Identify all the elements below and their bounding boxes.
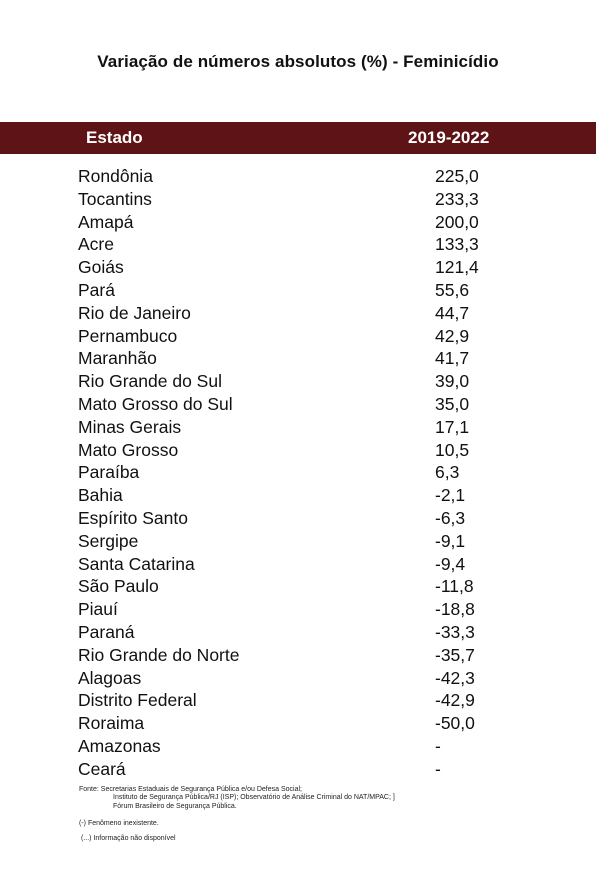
value-cell: -9,1: [435, 530, 466, 551]
state-cell: Paraíba: [78, 462, 140, 483]
value-cell: -: [435, 735, 441, 756]
table-header: [0, 122, 596, 154]
table-row: [0, 370, 596, 393]
value-cell: -2,1: [435, 485, 466, 506]
state-cell: Mato Grosso do Sul: [78, 393, 233, 414]
value-cell: 6,3: [435, 462, 460, 483]
table-row: [0, 325, 596, 348]
state-cell: Goiás: [78, 257, 124, 278]
value-cell: 133,3: [435, 234, 479, 255]
table-title: Variação de números absolutos (%) - Feminicídio: [97, 52, 499, 71]
state-cell: Bahia: [78, 485, 123, 506]
value-cell: 42,9: [435, 325, 470, 346]
value-cell: 44,7: [435, 302, 470, 323]
table-row: [0, 279, 596, 302]
table-row: [0, 256, 596, 279]
state-cell: Rio Grande do Sul: [78, 371, 222, 392]
state-cell: Mato Grosso: [78, 439, 179, 460]
source-line-3: Fórum Brasileiro de Segurança Pública.: [113, 802, 237, 810]
value-cell: -50,0: [435, 713, 475, 734]
value-cell: 17,1: [435, 416, 470, 437]
value-cell: -42,9: [435, 690, 475, 711]
value-cell: 41,7: [435, 348, 470, 369]
value-cell: -35,7: [435, 644, 475, 665]
table-body: [0, 165, 596, 781]
state-cell: Acre: [78, 234, 114, 255]
table-row: [0, 712, 596, 735]
state-cell: Minas Gerais: [78, 416, 182, 437]
table-row: [0, 575, 596, 598]
table-row: [0, 598, 596, 621]
table-row: [0, 621, 596, 644]
state-cell: São Paulo: [78, 576, 159, 597]
source-line-1: Fonte: Secretarias Estaduais de Segurança Pública e/ou Defesa Social;: [79, 786, 302, 793]
table-row: [0, 347, 596, 370]
column-header-state: Estado: [86, 128, 143, 147]
table-row: [0, 211, 596, 234]
value-cell: -33,3: [435, 621, 475, 642]
value-cell: -11,8: [435, 576, 474, 597]
table-row: [0, 165, 596, 188]
state-cell: Rio Grande do Norte: [78, 644, 240, 665]
footnotes: [79, 786, 559, 843]
source-line-2: Instituto de Segurança Pública/RJ (ISP); Observatório de Análise Criminal do NAT/MPAC; ]: [113, 794, 395, 802]
state-cell: Pará: [78, 279, 115, 300]
state-cell: Ceará: [78, 758, 126, 779]
value-cell: 200,0: [435, 211, 479, 232]
table-row: [0, 735, 596, 758]
state-cell: Rondônia: [78, 166, 153, 186]
table-row: [0, 689, 596, 712]
value-cell: 121,4: [435, 257, 479, 278]
table-row: [0, 507, 596, 530]
state-cell: Espírito Santo: [78, 507, 188, 528]
column-header-period: 2019-2022: [408, 128, 490, 147]
legend-unavailable: (...) Informação não disponível: [81, 834, 176, 842]
state-cell: Roraima: [78, 713, 145, 734]
state-cell: Piauí: [78, 599, 118, 620]
value-cell: -18,8: [435, 599, 475, 620]
state-cell: Tocantins: [78, 188, 152, 209]
table-row: [0, 644, 596, 667]
table-row: [0, 667, 596, 690]
state-cell: Alagoas: [78, 667, 142, 688]
state-cell: Santa Catarina: [78, 553, 195, 574]
table-row: [0, 188, 596, 211]
table-row: [0, 530, 596, 553]
table-row: [0, 439, 596, 462]
table-row: [0, 233, 596, 256]
state-cell: Sergipe: [78, 530, 139, 551]
state-cell: Amapá: [78, 211, 134, 232]
value-cell: 39,0: [435, 371, 470, 392]
state-cell: Pernambuco: [78, 325, 178, 346]
table-row: [0, 302, 596, 325]
legend-nonexistent: (-) Fenômeno inexistente.: [79, 820, 159, 828]
value-cell: -6,3: [435, 507, 466, 528]
state-cell: Maranhão: [78, 348, 157, 369]
value-cell: -: [435, 758, 441, 779]
table-row: [0, 416, 596, 439]
state-cell: Distrito Federal: [78, 690, 197, 711]
table-row: [0, 393, 596, 416]
table-row: [0, 553, 596, 576]
value-cell: -42,3: [435, 667, 475, 688]
state-cell: Amazonas: [78, 735, 161, 756]
value-cell: 35,0: [435, 393, 470, 414]
value-cell: 233,3: [435, 188, 479, 209]
table-row: [0, 461, 596, 484]
state-cell: Rio de Janeiro: [78, 302, 191, 323]
table-row: [0, 758, 596, 781]
value-cell: 225,0: [435, 166, 479, 186]
state-cell: Paraná: [78, 621, 135, 642]
value-cell: 55,6: [435, 279, 470, 300]
value-cell: -9,4: [435, 553, 466, 574]
value-cell: 10,5: [435, 439, 470, 460]
table-row: [0, 484, 596, 507]
